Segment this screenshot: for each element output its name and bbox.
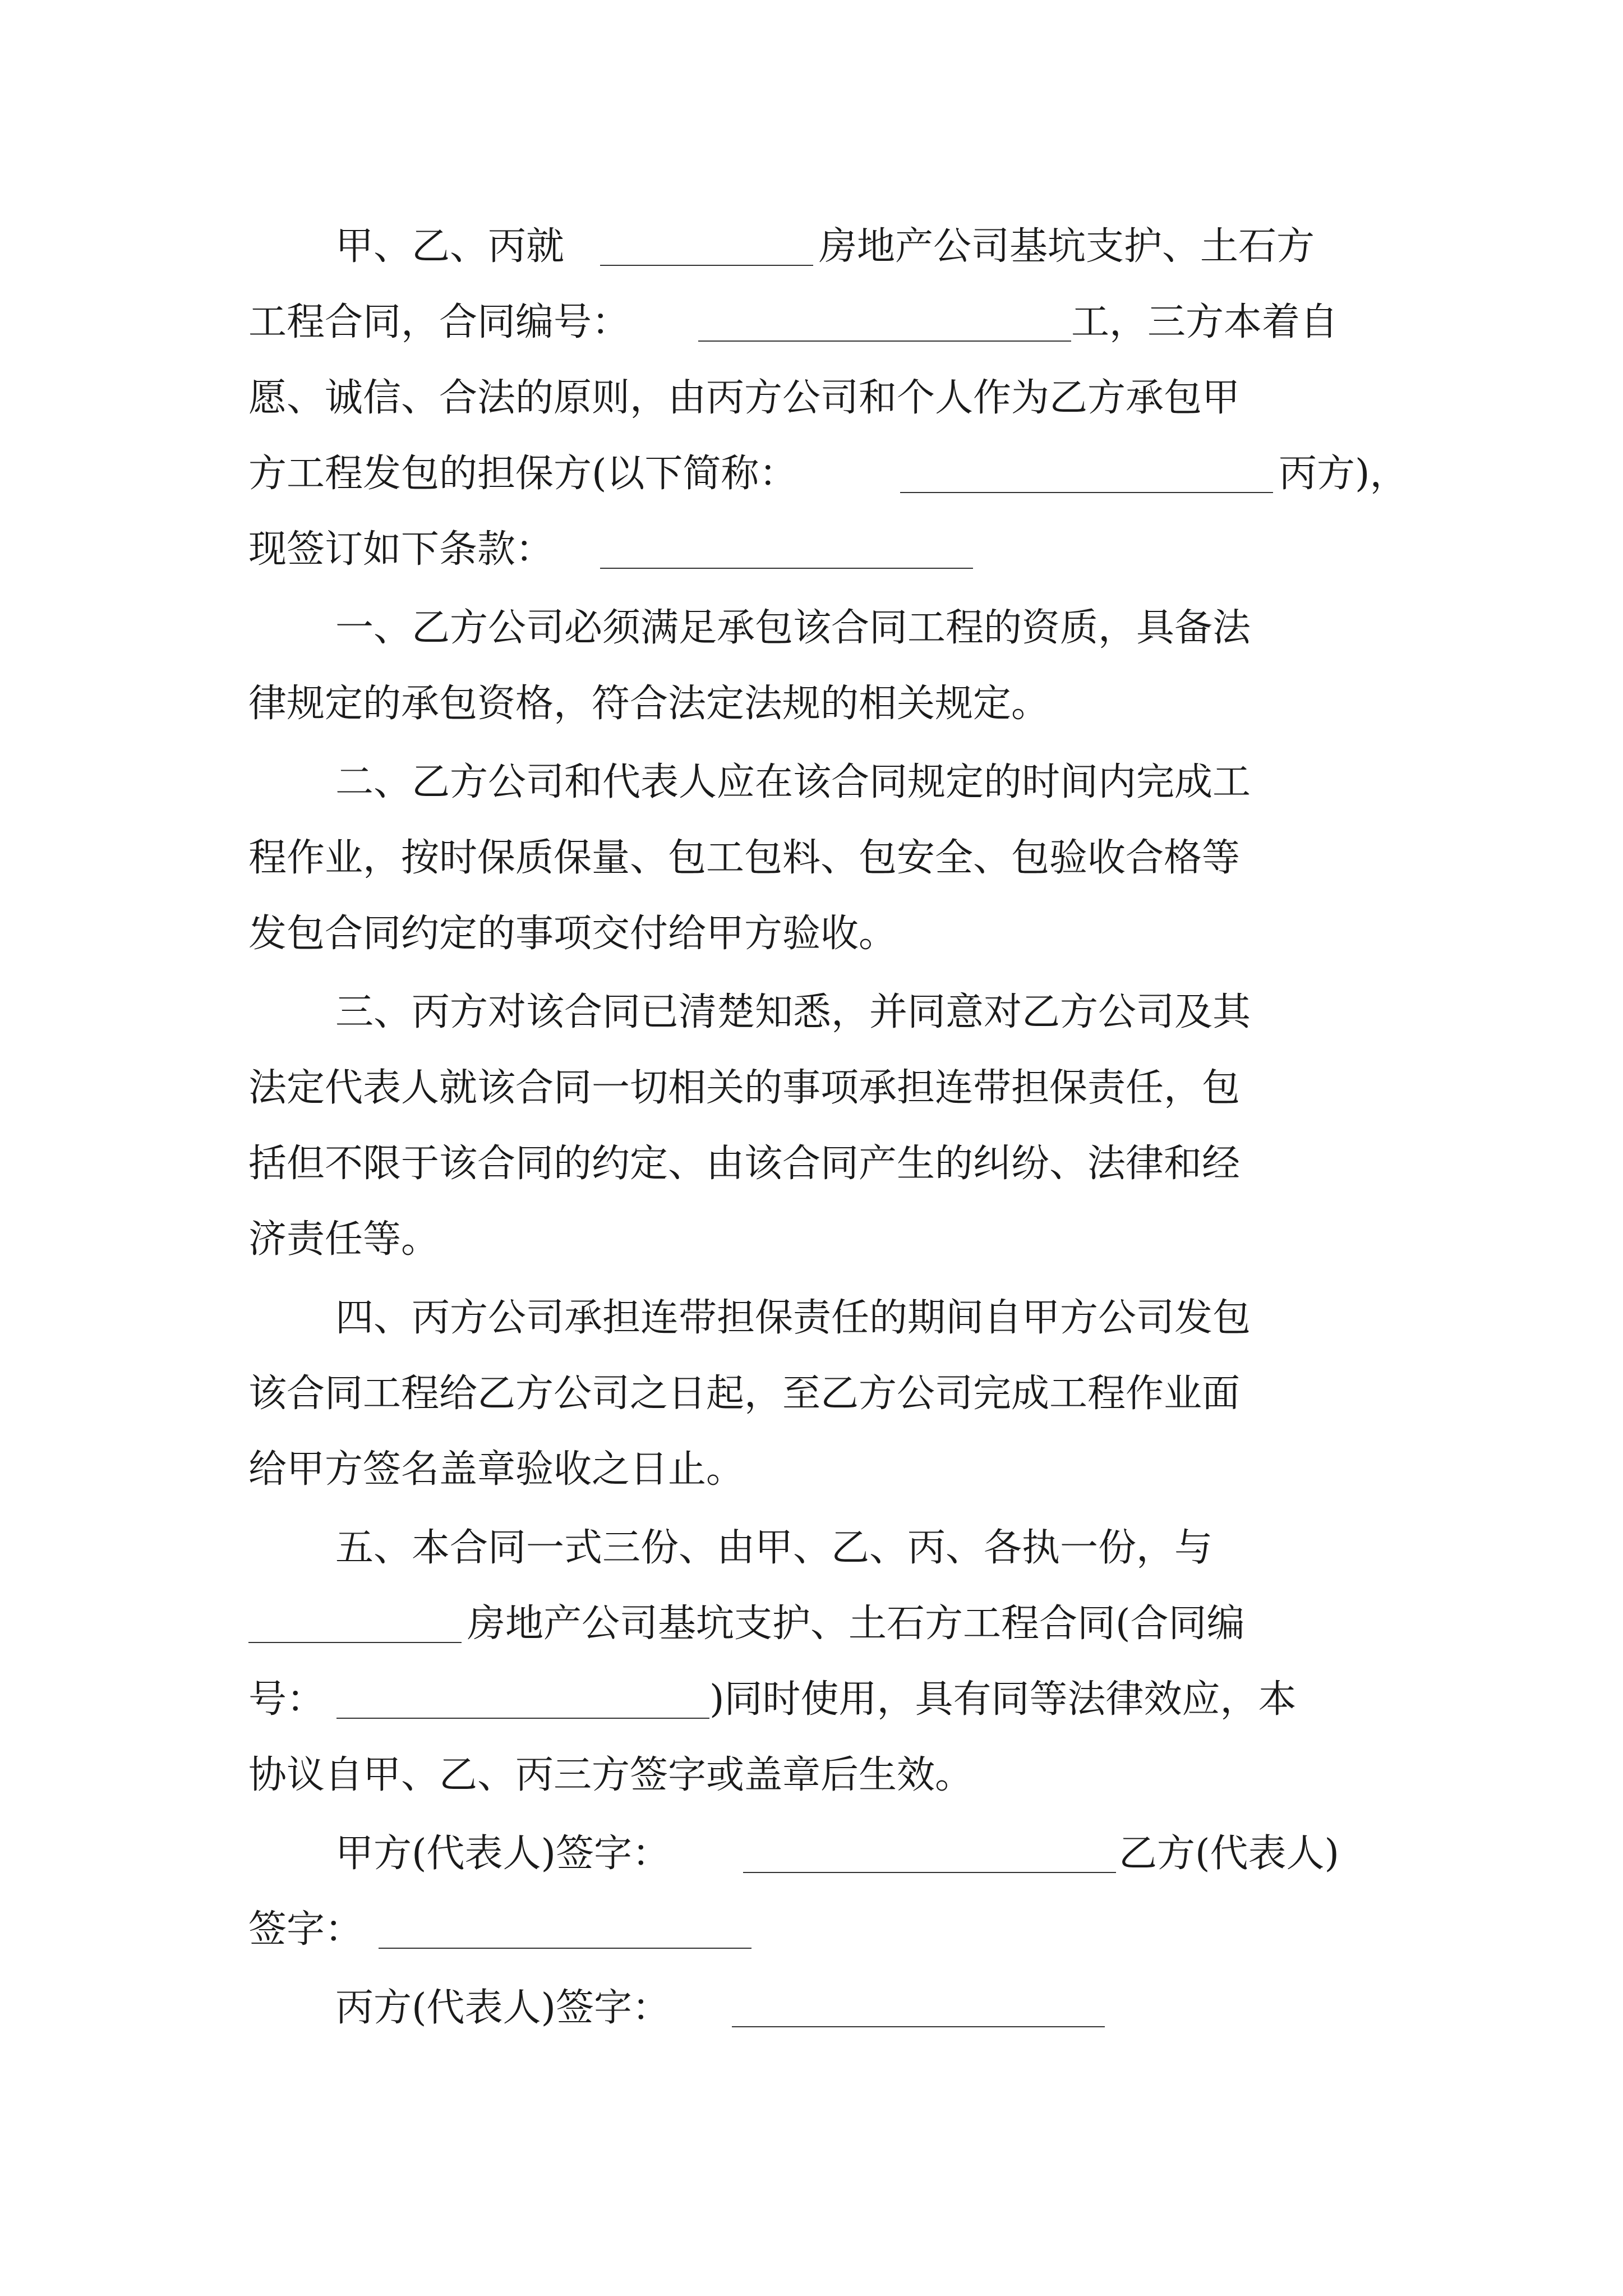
intro-text: 方工程发包的担保方(以下简称：	[248, 452, 797, 496]
clause-1-line-1	[0, 589, 1623, 668]
clause-2-line-3	[0, 895, 1623, 973]
signature-line-3	[0, 1969, 1623, 2047]
clause-text: 协议自甲、乙、丙三方签字或盖章后生效。	[248, 1753, 974, 1797]
clause-4-line-3	[0, 1430, 1623, 1509]
clause-text: 五、本合同一式三份、由甲、乙、丙、各执一份，与	[335, 1526, 1213, 1570]
clause-text: 二、乙方公司和代表人应在该合同规定的时间内完成工	[335, 760, 1251, 804]
clause-5-line-1	[0, 1509, 1623, 1588]
party-c-signature-label: 丙方(代表人)签字：	[335, 1986, 671, 2030]
intro-line-2	[0, 283, 1623, 362]
clause-3-line-2	[0, 1049, 1623, 1128]
clause-text: 号：	[248, 1677, 325, 1722]
party-b-signature-label: 签字：	[248, 1907, 363, 1952]
party-a-signature-label: 甲方(代表人)签字：	[335, 1832, 671, 1876]
clause-5-line-4	[0, 1736, 1623, 1815]
clause-text: 给甲方签名盖章验收之日止。	[248, 1447, 745, 1492]
clause-2-line-2	[0, 819, 1623, 898]
company-name-blank	[248, 1642, 462, 1643]
contract-number-blank	[698, 341, 1071, 342]
intro-text: 甲、乙、丙就	[335, 224, 565, 269]
clause-text: 三、丙方对该合同已清楚知悉，并同意对乙方公司及其	[335, 990, 1251, 1034]
intro-text: 工程合同，合同编号：	[248, 300, 630, 344]
clause-4-line-2	[0, 1355, 1623, 1433]
clause-text: 四、丙方公司承担连带担保责任的期间自甲方公司发包	[335, 1296, 1251, 1340]
terms-blank	[600, 568, 973, 569]
intro-text: 房地产公司基坑支护、土石方	[819, 224, 1315, 269]
party-b-signature-blank	[379, 1948, 751, 1949]
clause-5-line-3	[0, 1660, 1623, 1739]
clause-text: )同时使用，具有同等法律效应，本	[709, 1677, 1297, 1722]
intro-line-3	[0, 359, 1623, 438]
clause-2-line-1	[0, 743, 1623, 822]
clause-text: 发包合同约定的事项交付给甲方验收。	[248, 912, 897, 956]
intro-text: 丙方)，	[1279, 452, 1408, 496]
clause-text: 法定代表人就该合同一切相关的事项承担连带担保责任，包	[248, 1066, 1241, 1110]
party-b-signature-label: 乙方(代表人)	[1119, 1832, 1340, 1876]
intro-line-1	[0, 208, 1623, 286]
clause-4-line-1	[0, 1279, 1623, 1358]
short-name-blank	[900, 492, 1273, 493]
party-c-signature-blank	[732, 2026, 1105, 2027]
clause-text: 济责任等。	[248, 1217, 440, 1262]
clause-text: 括但不限于该合同的约定、由该合同产生的纠纷、法律和经	[248, 1142, 1241, 1186]
clause-3-line-3	[0, 1125, 1623, 1203]
clause-1-line-2	[0, 665, 1623, 743]
intro-text: 工，三方本着自	[1071, 300, 1339, 344]
company-name-blank	[600, 265, 813, 266]
intro-line-4	[0, 435, 1623, 513]
signature-line-2	[0, 1890, 1623, 1969]
intro-text: 愿、诚信、合法的原则，由丙方公司和个人作为乙方承包甲	[248, 376, 1241, 420]
contract-number-blank	[336, 1718, 709, 1719]
clause-text: 房地产公司基坑支护、土石方工程合同(合同编	[467, 1602, 1245, 1646]
party-a-signature-blank	[743, 1872, 1116, 1873]
clause-text: 程作业，按时保质保量、包工包料、包安全、包验收合格等	[248, 836, 1241, 880]
intro-text: 现签订如下条款：	[248, 527, 554, 572]
clause-text: 律规定的承包资格，符合法定法规的相关规定。	[248, 682, 1050, 726]
clause-3-line-1	[0, 973, 1623, 1052]
clause-text: 该合同工程给乙方公司之日起，至乙方公司完成工程作业面	[248, 1372, 1241, 1416]
intro-line-5	[0, 510, 1623, 589]
clause-5-line-2	[0, 1585, 1623, 1663]
clause-3-line-4	[0, 1200, 1623, 1279]
signature-line-1	[0, 1815, 1623, 1893]
clause-text: 一、乙方公司必须满足承包该合同工程的资质，具备法	[335, 606, 1251, 650]
